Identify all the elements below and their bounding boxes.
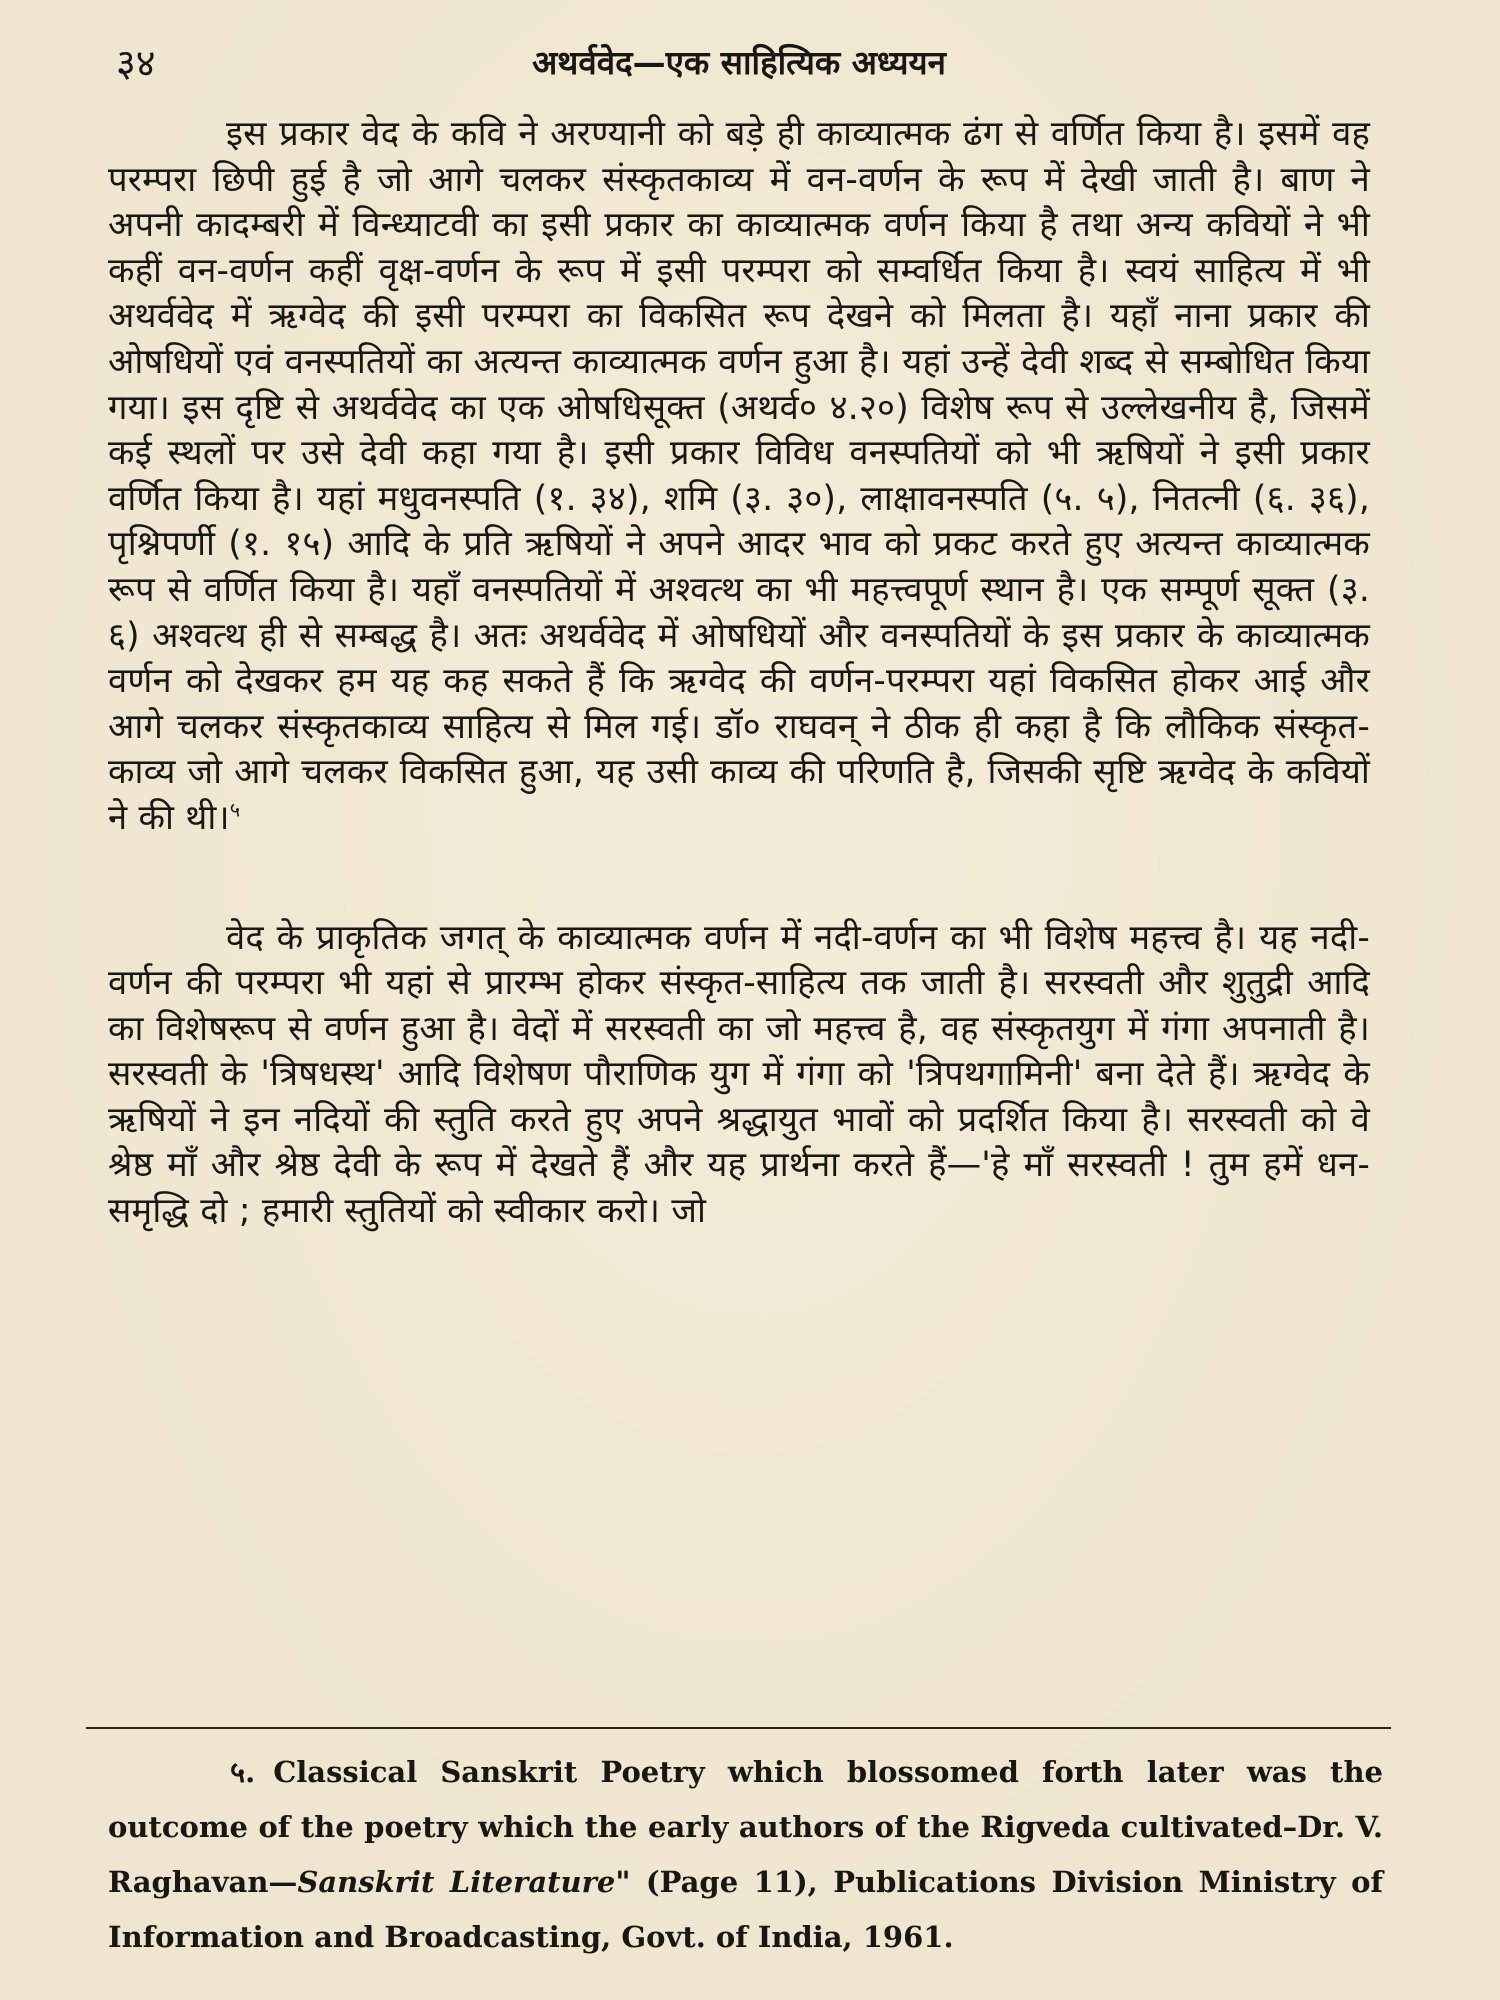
page-header — [108, 38, 1370, 88]
footnote-book-title: Sanskrit Literature — [297, 1865, 616, 1899]
footnote-reference[interactable]: ५ — [229, 797, 241, 822]
footnote-text-after: " (Page 11), Publications Division Ministry of Information and Broadcasting, Govt. of India, 1961. — [108, 1865, 1384, 1954]
footnote-divider — [86, 1727, 1391, 1729]
paragraph-text: इस प्रकार वेद के कवि ने अरण्यानी को बड़े ही काव्यात्मक ढंग से वर्णित किया है। इसमें वह परम्परा छिपी हुई है जो आगे चलकर संस्कृतकाव्य में वन-वर्णन के रूप में देखी जाती है। बाण ने अपनी कादम्बरी में विन्ध्याटवी का इसी प्रकार का काव्यात्मक वर्णन किया है तथा अन्य कवियों ने भी कहीं वन-वर्णन कहीं वृक्ष-वर्णन के रूप में इसी परम्परा को सम्वर्धित किया है। स्वयं साहित्य में भी अथर्ववेद में ऋग्वेद की इसी परम्परा का विकसित रूप देखने को मिलता है। यहाँ नाना प्रकार की ओषधियों एवं वनस्पतियों का अत्यन्त काव्यात्मक वर्णन हुआ है। यहां उन्हें देवी शब्द से सम्बोधित किया गया। इस दृष्टि से अथर्ववेद का एक ओषधिसूक्त (अथर्व० ४.२०) विशेष रूप से उल्लेखनीय है, जिसमें कई स्थलों पर उसे देवी कहा गया है। इसी प्रकार विविध वनस्पतियों को भी ऋषियों ने इसी प्रकार वर्णित किया है। यहां मधुवनस्पति (१. ३४), शमि (३. ३०), लाक्षावनस्पति (५. ५), नितत्नी (६. ३६), पृश्निपर्णी (१. १५) आदि के प्रति ऋषियों ने अपने आदर भाव को प्रकट करते हुए अत्यन्त काव्यात्मक रूप से वर्णित किया है। यहाँ वनस्पतियों में अश्वत्थ का भी महत्त्वपूर्ण स्थान है। एक सम्पूर्ण सूक्त (३. ६) अश्वत्थ ही से सम्बद्ध है। अतः अथर्ववेद में ओषधियों और वनस्पतियों के इस प्रकार के काव्यात्मक वर्णन को देखकर हम यह कह सकते हैं कि ऋग्वेद की वर्णन-परम्परा यहां विकसित होकर आई और आगे चलकर संस्कृतकाव्य साहित्य से मिल गई। डॉ० राघवन् ने ठीक ही कहा है कि लौकिक संस्कृत-काव्य जो आगे चलकर विकसित हुआ, यह उसी काव्य की परिणति है, जिसकी सृष्टि ऋग्वेद के कवियों ने की थी। — [108, 114, 1370, 838]
running-title: अथर्ववेद—एक साहित्यिक अध्ययन — [532, 43, 946, 82]
page-number: ३४ — [116, 41, 156, 85]
footnote — [108, 1745, 1383, 1965]
paragraph-forest-description — [108, 112, 1370, 842]
body-text — [108, 112, 1370, 1235]
paragraph-river-description — [108, 916, 1370, 1235]
footnote-text-before: Classical Sanskrit Poetry which blossomed forth later was the outcome of the poetry which the early authors of the Rigveda cultivated–Dr. V. Raghavan— — [108, 1755, 1383, 1899]
footnote-number: ५. — [230, 1755, 256, 1789]
paragraph-text: वेद के प्राकृतिक जगत् के काव्यात्मक वर्णन में नदी-वर्णन का भी विशेष महत्त्व है। यह नदी-वर्णन की परम्परा भी यहां से प्रारम्भ होकर संस्कृत-साहित्य तक जाती है। सरस्वती और शुतुद्री आदि का विशेषरूप से वर्णन हुआ है। वेदों में सरस्वती का जो महत्त्व है, वह संस्कृतयुग में गंगा अपनाती है। सरस्वती के 'त्रिषधस्थ' आदि विशेषण पौराणिक युग में गंगा को 'त्रिपथगामिनी' बना देते हैं। ऋग्वेद के ऋषियों ने इन नदियों की स्तुति करते हुए अपने श्रद्धायुत भावों को प्रदर्शित किया है। सरस्वती को वे श्रेष्ठ माँ और श्रेष्ठ देवी के रूप में देखते हैं और यह प्रार्थना करते हैं—'हे माँ सरस्वती ! तुम हमें धन-समृद्धि दो ; हमारी स्तुतियों को स्वीकार करो। जो — [108, 917, 1370, 1232]
